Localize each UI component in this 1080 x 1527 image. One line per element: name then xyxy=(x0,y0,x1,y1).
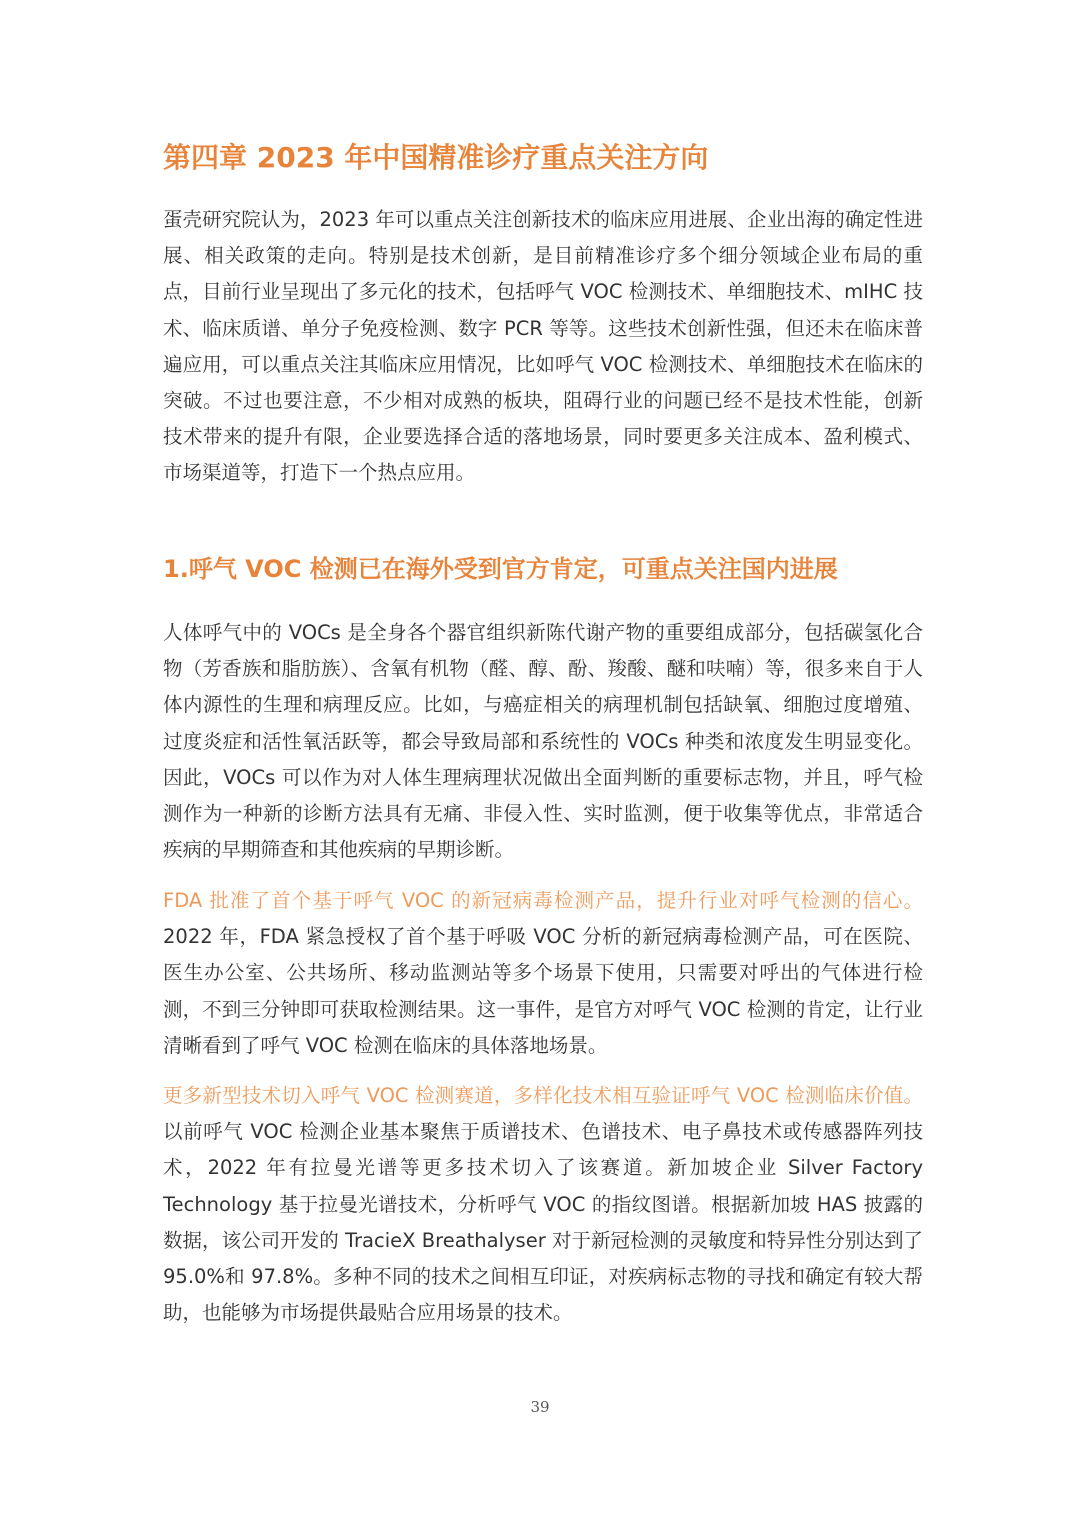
body-text-tech: 以前呼气 VOC 检测企业基本聚焦于质谱技术、色谱技术、电子鼻技术或传感器阵列技术，2022 年有拉曼光谱等更多技术切入了该赛道。新加坡企业 Silver Factory Technology 基于拉曼光谱技术，分析呼气 VOC 的指纹图谱。根据新加坡 HAS 披露的数据，该公司开发的 TracieX Breathalyser 对于新冠检测的灵敏度和特异性分别达到了 95.0%和 97.8%。多种不同的技术之间相互印证，对疾病标志物的寻找和确定有较大帮助，也能够为市场提供最贴合应用场景的技术。 xyxy=(163,1120,923,1325)
section-title: 1.呼气 VOC 检测已在海外受到官方肯定，可重点关注国内进展 xyxy=(163,555,838,583)
body-paragraph-tech xyxy=(163,1078,923,1331)
chapter-title: 第四章 2023 年中国精准诊疗重点关注方向 xyxy=(163,141,709,174)
intro-paragraph: 蛋壳研究院认为，2023 年可以重点关注创新技术的临床应用进展、企业出海的确定性进展、相关政策的走向。特别是技术创新，是目前精准诊疗多个细分领域企业布局的重点，目前行业呈现出了多元化的技术，包括呼气 VOC 检测技术、单细胞技术、mIHC 技术、临床质谱、单分子免疫检测、数字 PCR 等等。这些技术创新性强，但还未在临床普遍应用，可以重点关注其临床应用情况，比如呼气 VOC 检测技术、单细胞技术在临床的突破。不过也要注意，不少相对成熟的板块，阻碍行业的问题已经不是技术性能，创新技术带来的提升有限，企业要选择合适的落地场景，同时要更多关注成本、盈利模式、市场渠道等，打造下一个热点应用。 xyxy=(163,208,923,485)
body-text-fda: 2022 年，FDA 紧急授权了首个基于呼吸 VOC 分析的新冠病毒检测产品，可在医院、医生办公室、公共场所、移动监测站等多个场景下使用，只需要对呼出的气体进行检测，不到三分钟即可获取检测结果。这一事件，是官方对呼气 VOC 检测的肯定，让行业清晰看到了呼气 VOC 检测在临床的具体落地场景。 xyxy=(163,925,923,1057)
highlight-tech: 更多新型技术切入呼气 VOC 检测赛道，多样化技术相互验证呼气 VOC 检测临床价值。 xyxy=(163,1084,923,1107)
page-number: 39 xyxy=(530,1398,550,1416)
body-paragraph-fda xyxy=(163,883,923,1064)
body-paragraph-voc: 人体呼气中的 VOCs 是全身各个器官组织新陈代谢产物的重要组成部分，包括碳氢化合物（芳香族和脂肪族）、含氧有机物（醛、醇、酚、羧酸、醚和呋喃）等，很多来自于人体内源性的生理和病理反应。比如，与癌症相关的病理机制包括缺氧、细胞过度增殖、过度炎症和活性氧活跃等，都会导致局部和系统性的 VOCs 种类和浓度发生明显变化。因此，VOCs 可以作为对人体生理病理状况做出全面判断的重要标志物，并且，呼气检测作为一种新的诊断方法具有无痛、非侵入性、实时监测，便于收集等优点，非常适合疾病的早期筛查和其他疾病的早期诊断。 xyxy=(163,621,923,862)
highlight-fda: FDA 批准了首个基于呼气 VOC 的新冠病毒检测产品，提升行业对呼气检测的信心。 xyxy=(163,889,923,912)
